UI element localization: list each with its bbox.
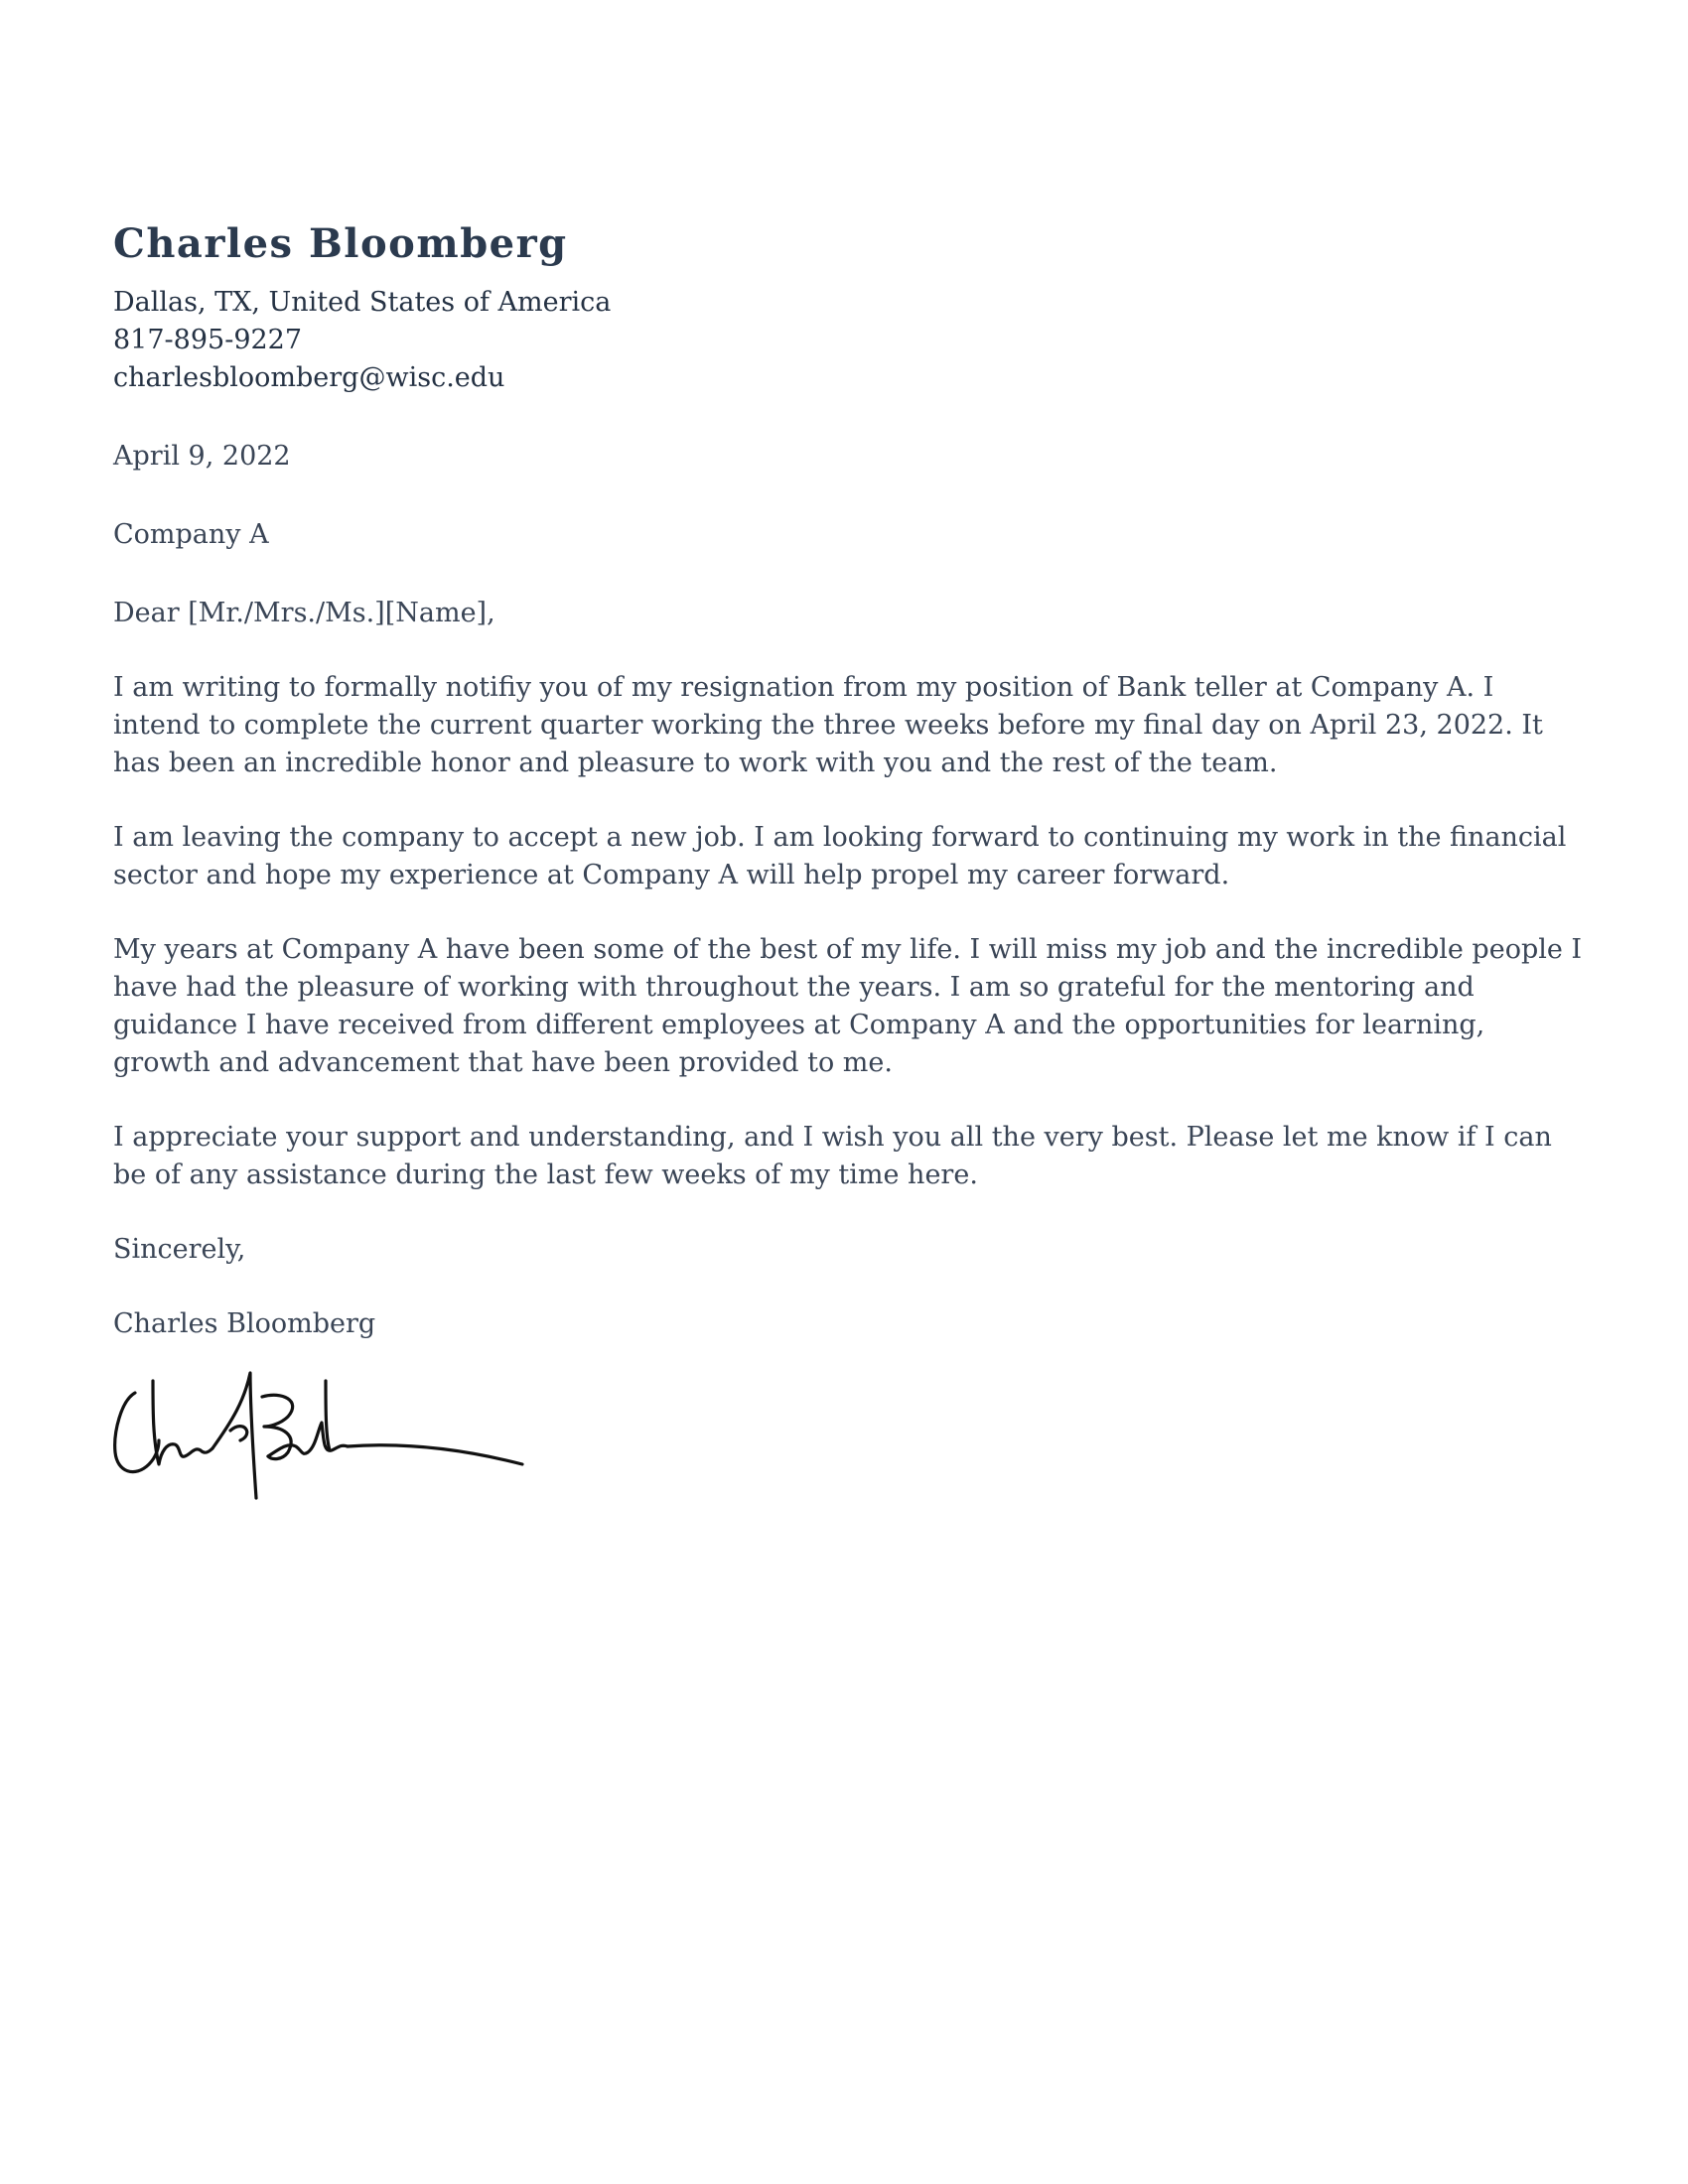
body-paragraph: I am writing to formally notifiy you of my resignation from my position of Bank teller at Company A. I intend to complete the current quarter working the three weeks before my final day on April 23, 2022. It has been an incredible honor and pleasure to work with you and the rest of the team. bbox=[113, 672, 1543, 778]
recipient-company: Company A bbox=[113, 519, 269, 550]
letter-date: April 9, 2022 bbox=[113, 441, 291, 472]
salutation: Dear [Mr./Mrs./Ms.][Name], bbox=[113, 598, 495, 628]
sender-location: Dallas, TX, United States of America bbox=[113, 287, 612, 318]
closing: Sincerely, bbox=[113, 1234, 246, 1265]
body-paragraph: My years at Company A have been some of the best of my life. I will miss my job and the incredible people I have had the pleasure of working with throughout the years. I am so grateful for the mentoring and guidance I have received from different employees at Company A and the opportunities for learning, growth and advancement that have been provided to me. bbox=[113, 934, 1583, 1078]
sender-phone: 817-895-9227 bbox=[113, 325, 303, 355]
sender-email: charlesbloomberg@wisc.edu bbox=[113, 362, 505, 393]
signer-name: Charles Bloomberg bbox=[113, 1308, 376, 1339]
body-paragraph: I appreciate your support and understanding, and I wish you all the very best. Please let me know if I can be of any assistance during the last few weeks of my time here. bbox=[113, 1122, 1552, 1190]
sender-name: Charles Bloomberg bbox=[113, 220, 568, 267]
handwritten-signature bbox=[113, 1361, 530, 1510]
letter-page bbox=[113, 218, 1583, 1510]
body-paragraph: I am leaving the company to accept a new job. I am looking forward to continuing my work in the financial sector and hope my experience at Company A will help propel my career forward. bbox=[113, 822, 1567, 890]
